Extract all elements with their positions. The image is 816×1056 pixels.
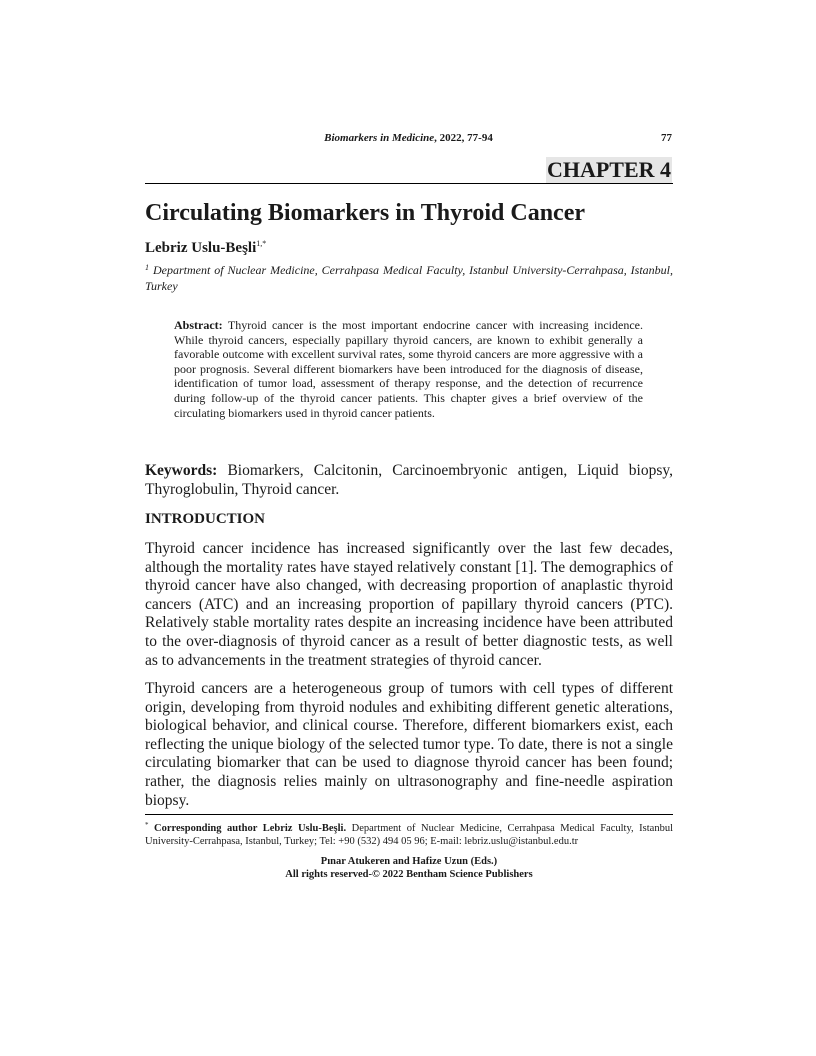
footnote: [145, 819, 673, 848]
keywords-block: [145, 461, 673, 499]
keywords-text: Biomarkers, Calcitonin, Carcinoembryonic antigen, Liquid biopsy, Thyroglobulin, Thyroid cancer.: [145, 462, 673, 498]
journal-citation: [145, 132, 672, 144]
keywords-label: Keywords:: [145, 462, 218, 479]
header-rule: [145, 183, 673, 184]
paragraph: Thyroid cancer incidence has increased significantly over the last few decades, although the mortality rates have stayed relatively constant [1]. The demographics of thyroid cancer have also changed, with decreasing proportion of anaplastic thyroid cancers (ATC) and an increasing proportion of papillary thyroid cancers (PTC). Relatively stable mortality rates despite an increasing incidence have been attributed to the over-diagnosis of thyroid cancer as a result of better diagnostic tests, as well as to advancements in the treatment strategies of thyroid cancer.: [145, 540, 673, 669]
running-header: [145, 132, 672, 148]
affiliation-mark: 1: [145, 263, 149, 272]
abstract-block: [174, 318, 643, 420]
chapter-label: CHAPTER 4: [546, 157, 671, 182]
rights-line: All rights reserved-© 2022 Bentham Science Publishers: [285, 869, 533, 880]
affiliation-text: Department of Nuclear Medicine, Cerrahpasa Medical Faculty, Istanbul University-Cerrahpasa, Istanbul, Turkey: [145, 263, 674, 293]
journal-name: Biomarkers in Medicine: [324, 132, 435, 144]
abstract-text: Thyroid cancer is the most important endocrine cancer with increasing incidence. While thyroid cancers, especially papillary thyroid cancers, are known to exhibit generally a favorable outcome with excellent survival rates, some thyroid cancers are more aggressive with a poor prognosis. Several different biomarkers have been introduced for the diagnosis of disease, identification of tumor load, assessment of therapy response, and the detection of recurrence during follow-up of the thyroid cancer patients. This chapter gives a brief overview of the circulating biomarkers used in thyroid cancer patients.: [174, 318, 643, 420]
author-line: [145, 235, 266, 257]
author-name: Lebriz Uslu-Beşli: [145, 240, 257, 256]
section-heading-introduction: INTRODUCTION: [145, 511, 266, 527]
footnote-rule: [145, 814, 673, 815]
editors-line: Pınar Atukeren and Hafize Uzun (Eds.): [320, 856, 498, 867]
page-number: 77: [661, 132, 672, 144]
abstract-label: Abstract:: [174, 318, 223, 332]
publisher-block: [145, 855, 673, 881]
chapter-title: Circulating Biomarkers in Thyroid Cancer: [145, 200, 586, 226]
footnote-mark: *: [145, 821, 149, 829]
author-marks: 1,*: [256, 239, 267, 248]
affiliation: [145, 260, 673, 294]
paragraph: Thyroid cancers are a heterogeneous group of tumors with cell types of different origin, developing from thyroid nodules and exhibiting different genetic alterations, biological behavior, and clinical course. Therefore, different biomarkers exist, each reflecting the unique biology of the selected tumor type. To date, there is not a single circulating biomarker that can be used to diagnose thyroid cancer has been found; rather, the diagnosis relies mainly on ultrasonography and fine-needle aspiration biopsy.: [145, 680, 673, 809]
citation-details: , 2022, 77-94: [434, 132, 493, 144]
footnote-label: Corresponding author Lebriz Uslu-Beşli.: [154, 823, 347, 834]
footnote-text: Department of Nuclear Medicine, Cerrahpasa Medical Faculty, Istanbul University-Cerrahpasa, Istanbul, Turkey; Tel: +90 (532) 494 05 96; E-mail: lebriz.uslu@istanbul.edu.tr: [145, 823, 674, 847]
